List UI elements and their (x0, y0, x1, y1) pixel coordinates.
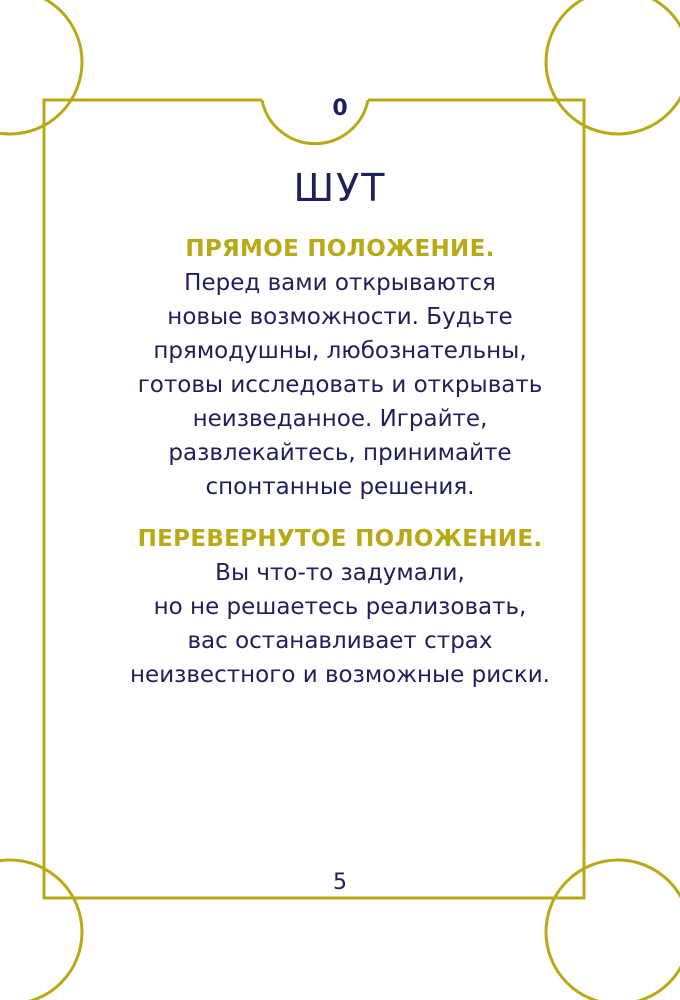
upright-text (60, 266, 620, 504)
text-line: неизвестного и возможные риски. (130, 662, 550, 688)
card-description (60, 232, 620, 692)
card-number: 0 (332, 96, 348, 121)
text-line: прямодушны, любознательны, (153, 338, 527, 364)
reversed-heading: ПЕРЕВЕРНУТОЕ ПОЛОЖЕНИЕ. (137, 526, 543, 552)
text-line: неизведанное. Играйте, (192, 406, 488, 432)
text-line: Перед вами открываются (184, 270, 496, 296)
reversed-text (60, 556, 620, 692)
upright-heading: ПРЯМОЕ ПОЛОЖЕНИЕ. (185, 236, 495, 262)
text-line: новые возможности. Будьте (167, 304, 513, 330)
text-line: но не решаетесь реализовать, (153, 594, 527, 620)
text-line: Вы что-то задумали, (215, 560, 465, 586)
text-line: спонтанные решения. (205, 474, 475, 500)
text-line: вас останавливает страх (187, 628, 493, 654)
card-title: ШУТ (293, 166, 387, 210)
text-line: развлекайтесь, принимайте (168, 440, 512, 466)
text-line: готовы исследовать и открывать (137, 372, 543, 398)
page-number: 5 (333, 870, 347, 895)
